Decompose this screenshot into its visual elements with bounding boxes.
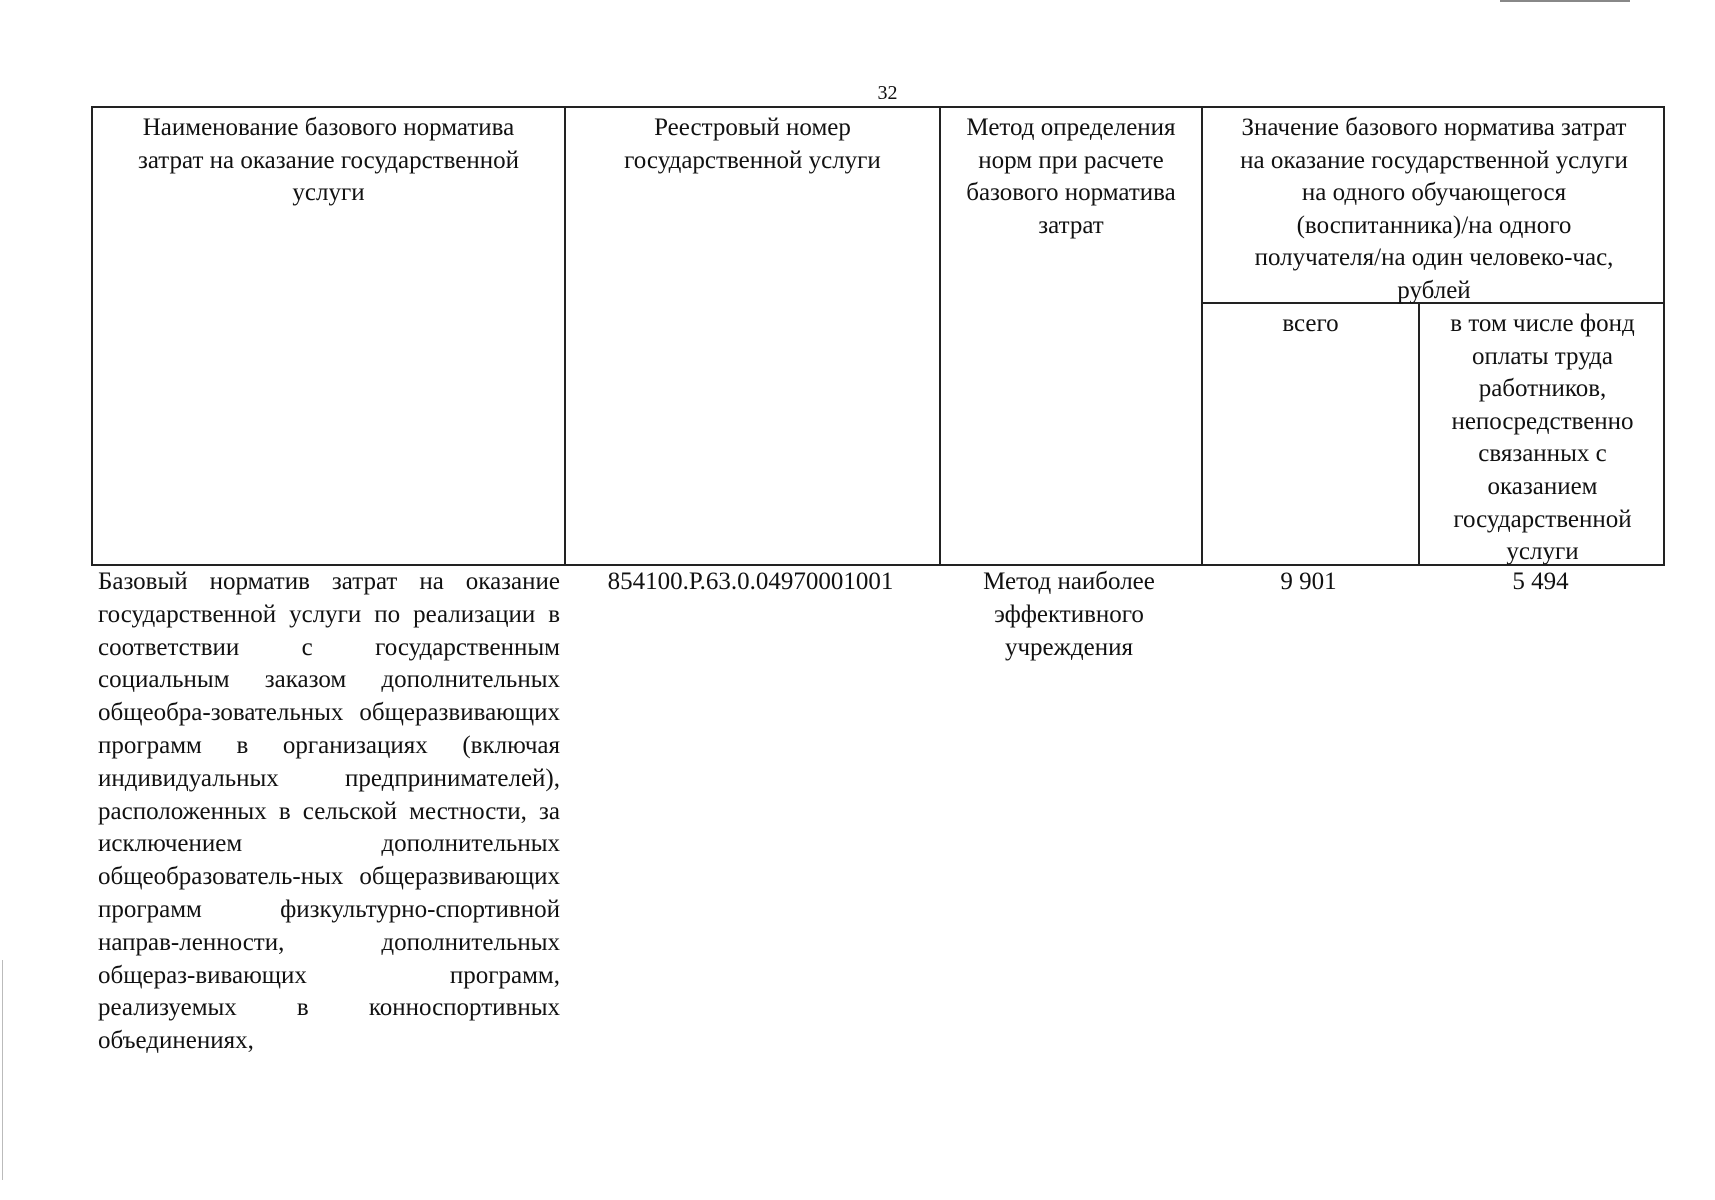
scan-artifact-line — [1500, 0, 1630, 2]
page-number: 32 — [877, 82, 898, 104]
header-value: Значение базового норматива затрат на оказание государственной услуги на одного обучающегося (воспитанника)/на одного получателя/на один человеко-час, рублей — [1240, 114, 1628, 304]
row-registry-number: 854100.Р.63.0.04970001001 — [607, 568, 894, 595]
header-total: всего — [1282, 310, 1339, 337]
scan-artifact-edge — [2, 960, 3, 1180]
table-header — [91, 106, 1665, 566]
row-wage-fund: 5 494 — [1512, 568, 1569, 595]
header-registry-number: Реестровый номер государственной услуги — [624, 114, 881, 174]
header-method: Метод определения норм при расчете базового норматива затрат — [966, 114, 1176, 239]
row-method: Метод наиболее эффективного учреждения — [983, 568, 1155, 661]
header-wage-fund: в том числе фонд оплаты труда работников, непосредственно связанных с оказанием государственной услуги — [1450, 310, 1635, 566]
header-name: Наименование базового норматива затрат на оказание государственной услуги — [137, 114, 520, 207]
row-name: Базовый норматив затрат на оказание государственной услуги по реализации в соответствии с государственным социальным заказом дополнительных общеобра-зовательных общеразвивающих программ в организациях (включая индивидуальных предпринимателей), расположенных в сельской местности, за исключением дополнительных общеобразователь-ных общеразвивающих программ физкультурно-спортивной направ-ленности, дополнительных общераз-вивающих программ, реализуемых в конноспортивных объединениях, — [98, 568, 560, 1055]
row-total: 9 901 — [1280, 568, 1337, 595]
